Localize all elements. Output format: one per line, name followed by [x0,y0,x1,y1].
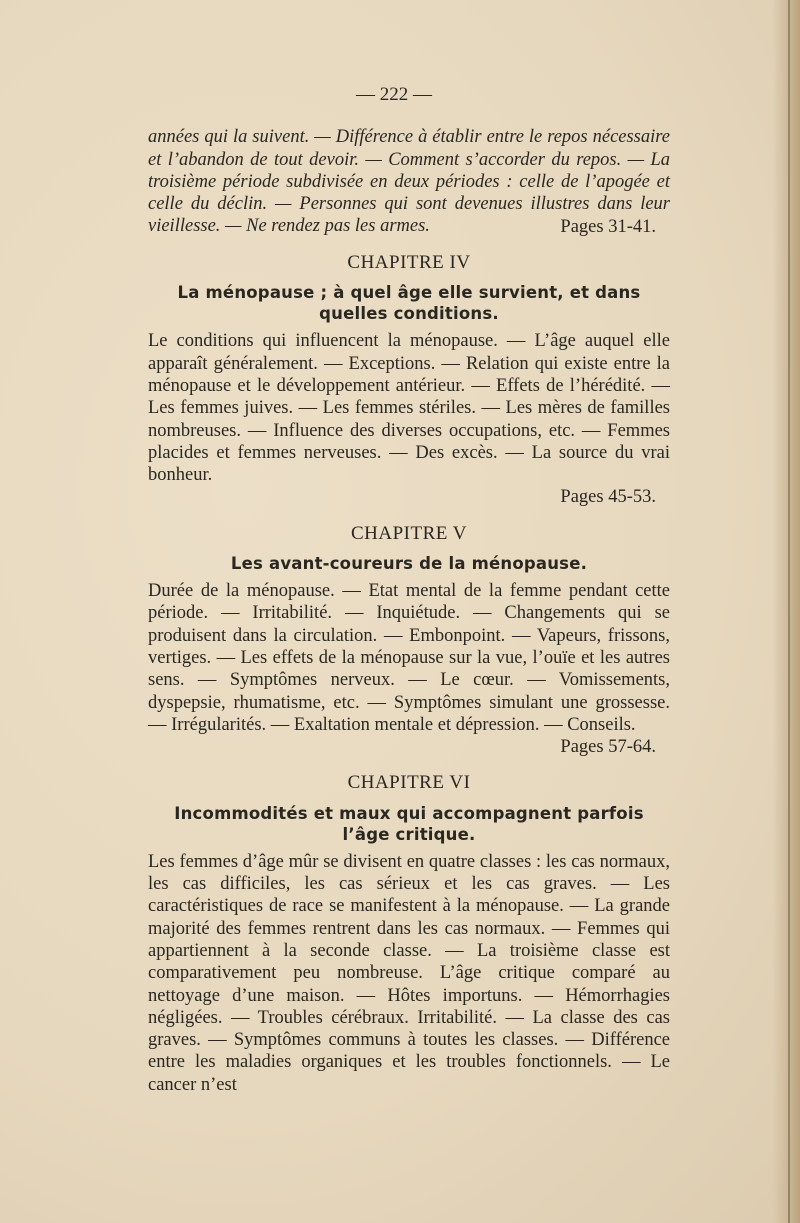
chapter-heading: CHAPITRE V [350,522,468,544]
page-content [148,84,670,1096]
chapter-pages: Pages 57-64. [560,737,656,758]
chapter-title: La ménopause ; à quel âge elle survient, et dans quelles conditions. [177,283,641,324]
chapter-title: Incommodités et maux qui accompagnent parfois l’âge critique. [174,803,644,844]
chapter-summary: Durée de la ménopause. — Etat mental de la femme pendant cette période. — Irritabilité. — Inquiétude. — Changements qui se produisent dans la circulation. — Embonpoint. — Vapeurs, frissons, vertiges. — Les effets de la ménopause sur la vue, l’ouïe et les autres sens. — Symptômes nerveux. — Le cœur. — Vomissements, dyspepsie, rhumatisme, etc. — Symptômes simulant une grossesse. — Irrégularités. — Exaltation mentale et dépression. — Conseils. [148,581,670,735]
chapter-heading: CHAPITRE VI [347,772,471,794]
page-edge-line [788,0,790,1223]
intro-pages: Pages 31-41. [560,216,656,237]
page-edge-shadow [772,0,800,1223]
intro-paragraph: années qui la suivent. — Différence à établir entre le repos nécessaire et l’abandon de tout devoir. — Comment s’accorder du repos. — La troisième période subdivisée en deux périodes : celle de l’apogée et celle du déclin. — Personnes qui sont devenues illustres dans leur vieillesse. — Ne rendez pas les armes. [148,127,670,237]
page-number: — 222 — [356,84,432,105]
chapter-pages: Pages 45-53. [560,487,656,508]
chapter-title: Les avant-coureurs de la ménopause. [230,554,588,574]
chapter-heading: CHAPITRE IV [347,252,471,274]
chapter-summary: Le conditions qui influencent la ménopause. — L’âge auquel elle apparaît généralement. — Exceptions. — Relation qui existe entre la ménopause et le développement antérieur. — Effets de l’hérédité. — Les femmes juives. — Les femmes stériles. — Les mères de familles nombreuses. — Influence des diverses occupations, etc. — Femmes placides et femmes nerveuses. — Des excès. — La source du vrai bonheur. [148,331,670,486]
chapter-summary: Les femmes d’âge mûr se divisent en quatre classes : les cas normaux, les cas difficiles, les cas sérieux et les cas graves. — Les caractéristiques de race se manifestent à la ménopause. — La grande majorité des femmes rentrent dans les cas normaux. — Femmes qui appartiennent à la seconde classe. — La troisième classe est comparativement peu nombreuse. L’âge critique comparé au nettoyage d’une maison. — Hôtes importuns. — Hémorrhagies négligées. — Troubles cérébraux. Irritabilité. — La classe des cas graves. — Symptômes communs à toutes les classes. — Différence entre les maladies organiques et les troubles fonctionnels. — Le cancer n’est [148,851,670,1095]
